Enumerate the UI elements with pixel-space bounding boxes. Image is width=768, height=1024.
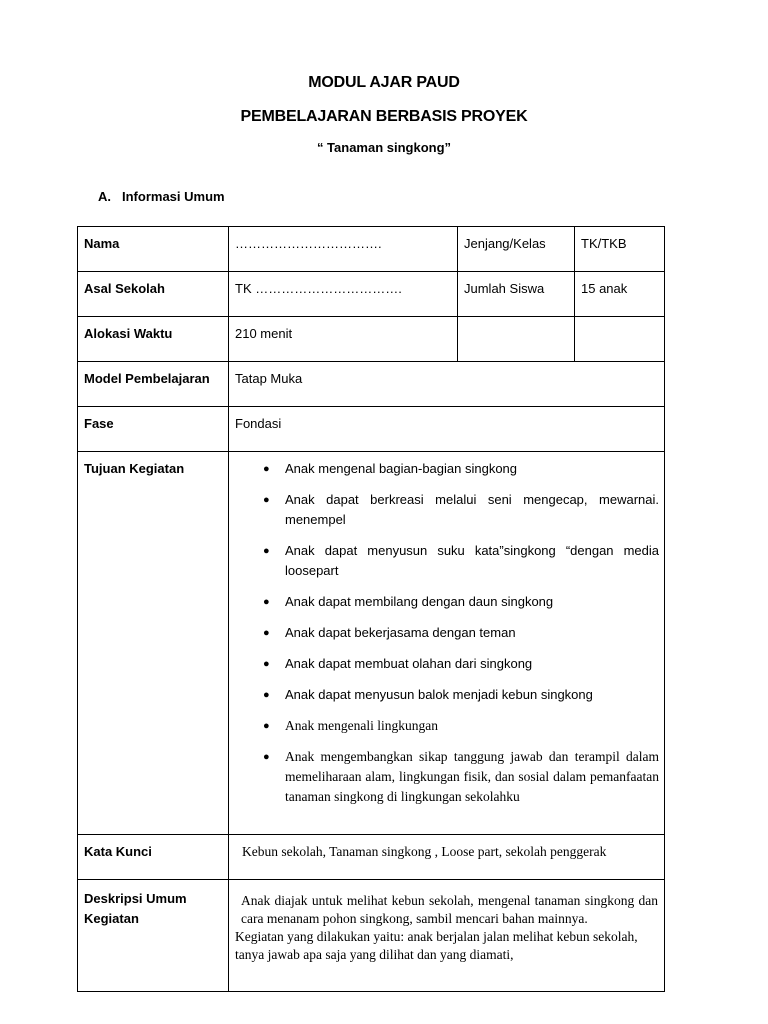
document-title: MODUL AJAR PAUD: [308, 74, 460, 91]
bullet-icon: ●: [263, 463, 270, 475]
document-theme: “ Tanaman singkong”: [316, 140, 452, 155]
fase-label: Fase: [78, 407, 229, 452]
list-item: ● Anak mengenal bagian-bagian singkong: [255, 459, 659, 479]
empty-cell: [458, 317, 575, 362]
table-row: [78, 227, 665, 272]
deskripsi-paragraph-1: Anak diajak untuk melihat kebun sekolah, mengenal tanaman singkong dan cara menanam pohon singkong, sambil mencari bahan mainnya.: [241, 893, 658, 926]
jenjang-label: Jenjang/Kelas: [458, 227, 575, 272]
table-row: [78, 407, 665, 452]
jenjang-value: TK/TKB: [575, 227, 665, 272]
alokasi-waktu-value: 210 menit: [229, 317, 458, 362]
asal-sekolah-value: TK …………………………….: [229, 272, 458, 317]
bullet-icon: ●: [263, 545, 270, 557]
list-item: ● Anak mengembangkan sikap tanggung jawab dan terampil dalam memeliharaan alam, lingkungan fisik, dan sosial dalam pemanfaatan tanaman singkong di lingkungan sekolahku: [263, 749, 659, 804]
nama-label: Nama: [78, 227, 229, 272]
table-row: [78, 452, 665, 835]
deskripsi-paragraph-2: Kegiatan yang dilakukan yaitu: anak berjalan jalan melihat kebun sekolah, tanya jawab apa saja yang dilihat dan yang diamati,: [235, 929, 638, 962]
table-row: [78, 272, 665, 317]
model-pembelajaran-value: Tatap Muka: [229, 362, 665, 407]
list-item: ● Anak dapat berkreasi melalui seni mengecap, mewarnai. menempel: [263, 492, 659, 527]
list-item: ● Anak mengenali lingkungan: [255, 716, 659, 736]
nama-value: …………………………….: [229, 227, 458, 272]
kata-kunci-label: Kata Kunci: [78, 835, 229, 880]
goals-list: [235, 459, 659, 807]
tujuan-kegiatan-cell: [229, 452, 665, 835]
section-heading: [98, 189, 225, 204]
bullet-icon: ●: [263, 596, 270, 608]
kata-kunci-value: Kebun sekolah, Tanaman singkong , Loose part, sekolah penggerak: [229, 835, 665, 880]
empty-cell: [575, 317, 665, 362]
deskripsi-umum-label: Deskripsi Umum Kegiatan: [78, 880, 229, 992]
tujuan-kegiatan-label: Tujuan Kegiatan: [78, 452, 229, 835]
list-item: ● Anak dapat menyusun suku kata”singkong “dengan media loosepart: [263, 543, 659, 578]
table-row: [78, 362, 665, 407]
alokasi-waktu-label: Alokasi Waktu: [78, 317, 229, 362]
asal-sekolah-label: Asal Sekolah: [78, 272, 229, 317]
bullet-icon: ●: [263, 494, 270, 506]
bullet-icon: ●: [263, 658, 270, 670]
table-row: [78, 835, 665, 880]
bullet-icon: ●: [263, 720, 270, 732]
bullet-icon: ●: [263, 751, 270, 763]
list-item: ● Anak dapat membilang dengan daun singkong: [255, 592, 659, 612]
deskripsi-umum-cell: [229, 880, 665, 992]
list-item: ● Anak dapat membuat olahan dari singkong: [255, 654, 659, 674]
bullet-icon: ●: [263, 689, 270, 701]
section-number: A.: [98, 189, 111, 204]
section-title: Informasi Umum: [122, 189, 225, 204]
jumlah-siswa-value: 15 anak: [575, 272, 665, 317]
document-subtitle: PEMBELAJARAN BERBASIS PROYEK: [240, 108, 528, 125]
list-item: ● Anak dapat bekerjasama dengan teman: [255, 623, 659, 643]
model-pembelajaran-label: Model Pembelajaran: [78, 362, 229, 407]
fase-value: Fondasi: [229, 407, 665, 452]
table-row: [78, 317, 665, 362]
list-item: ● Anak dapat menyusun balok menjadi kebun singkong: [255, 685, 659, 705]
jumlah-siswa-label: Jumlah Siswa: [458, 272, 575, 317]
info-table: [77, 226, 665, 992]
bullet-icon: ●: [263, 627, 270, 639]
table-row: [78, 880, 665, 992]
